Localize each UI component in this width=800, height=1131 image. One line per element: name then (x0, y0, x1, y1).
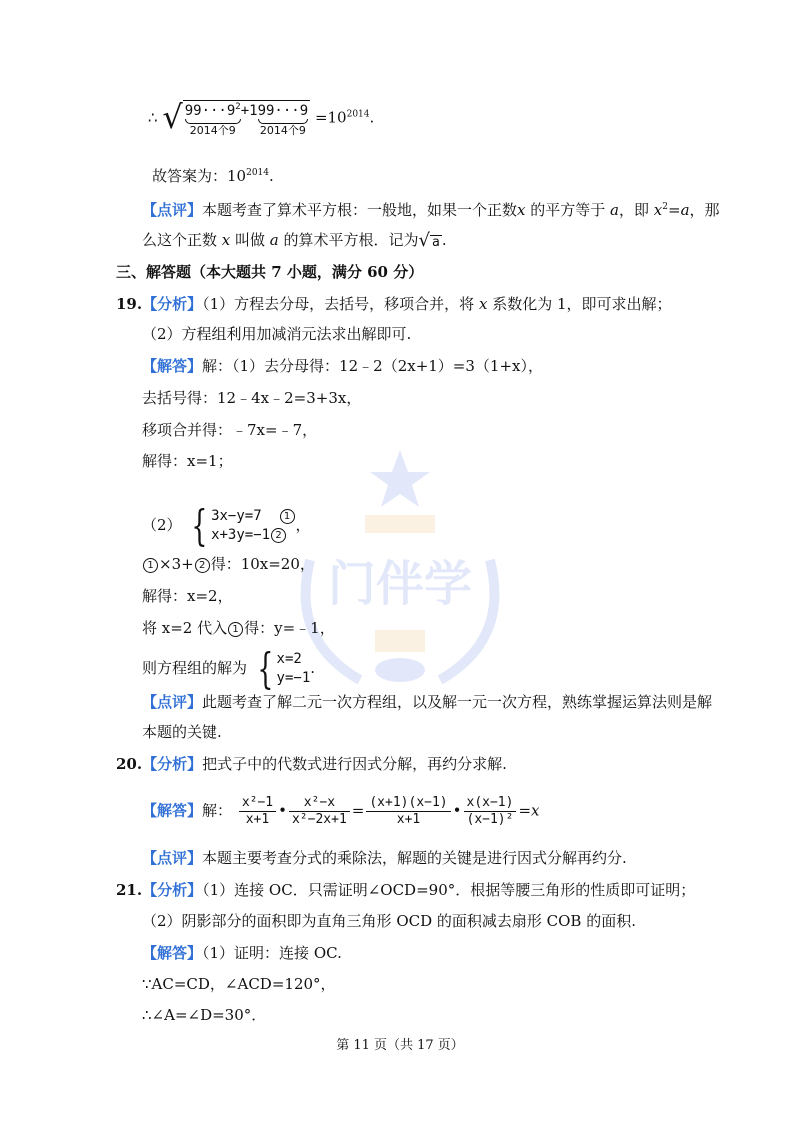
comment-text: 么这个正数 (142, 231, 222, 249)
period: . (441, 231, 447, 249)
nines-b: 99···9 (257, 103, 309, 119)
nines-a: 99···9 (184, 103, 236, 119)
fraction-3 (366, 795, 450, 828)
circled-one: 1 (143, 558, 158, 573)
comment-text: ，即 (619, 201, 654, 219)
q19-solution-line-7 (142, 618, 335, 638)
comment-text: 本题主要考查分式的乘除法，解题的关键是进行因式分解再约分. (202, 849, 627, 867)
comment-text: 此题考查了解二元一次方程组，以及解一元一次方程，熟练掌握运算法则是解 (202, 693, 713, 711)
page-footer: 第 11 页（共 17 页） (336, 1038, 464, 1053)
denominator: x+1 (239, 811, 276, 828)
analysis-text: （1）连接 OC．只需证明∠OCD=90°．根据等腰三角形的性质即可证明； (202, 881, 696, 899)
q19-solution-line-5 (142, 554, 315, 574)
comment-tag: 【点评】 (142, 201, 203, 219)
q19-solution-line-8 (142, 644, 316, 693)
circled-one: 1 (280, 509, 295, 524)
q19-analysis-line-2: （2）方程组利用加减消元法求出解即可. (142, 325, 412, 343)
numerator: x²−1 (241, 795, 274, 810)
solution-y: y=−1 (276, 670, 311, 686)
var-x: x (653, 201, 663, 219)
denominator: x+1 (366, 811, 450, 828)
comment-line-2 (142, 230, 447, 250)
plus-one: +1 (240, 103, 258, 119)
comma: ， (295, 516, 311, 534)
analysis-text: （1）方程去分母，去括号，移项合并，将 (202, 295, 479, 313)
circled-one: 1 (228, 622, 243, 637)
fraction-1 (239, 795, 276, 828)
q19-solution-line-6: 解得：x=2， (142, 587, 233, 605)
square-exp: 2 (662, 202, 668, 212)
result: =x (518, 801, 540, 820)
var-a: a (680, 201, 690, 219)
var-x: x (221, 231, 231, 249)
analysis-tag: 【分析】 (142, 295, 203, 313)
equals: = (667, 201, 681, 219)
square-exp: 2 (235, 102, 241, 112)
exponent: 2014 (346, 109, 370, 120)
therefore-symbol: ∴ (148, 108, 158, 127)
solution-tag: 【解答】 (142, 801, 203, 820)
q19-solution-line-1 (142, 356, 543, 376)
answer-exponent: 2014 (246, 168, 269, 178)
system-eq-2: x+3y=−1 (211, 527, 271, 543)
numerator: x²−x (303, 795, 336, 810)
var-x: x (517, 201, 526, 219)
q21-solution-line-1 (142, 943, 342, 963)
fraction-4 (464, 795, 517, 828)
solution-x: x=2 (276, 651, 302, 667)
watermark-text: 门伴学 (327, 556, 473, 612)
period: . (310, 659, 316, 677)
var-x: x (478, 295, 488, 313)
radicand-a: a (432, 235, 440, 250)
comment-tag: 【点评】 (142, 693, 203, 711)
solution-text: 解： (202, 801, 233, 820)
answer-text: 故答案为：10 (152, 167, 247, 185)
denominator: x²−2x+1 (289, 811, 350, 828)
left-brace: { (257, 644, 274, 693)
solution-text: 解：（1）去分母得：12﹣2（2x+1）=3（1+x）， (202, 357, 543, 375)
comment-text: 本题考查了算术平方根：一般地，如果一个正数 (202, 201, 518, 219)
circled-two: 2 (271, 528, 286, 543)
solution-text: 得：10x=20， (210, 555, 315, 573)
analysis-tag: 【分析】 (142, 755, 203, 773)
comment-text: 的算术平方根．记为 (278, 231, 419, 249)
denominator: (x−1)² (464, 811, 517, 828)
q19-comment-line-1 (142, 692, 712, 712)
nines-b-label: 2014个9 (259, 124, 306, 137)
q20-solution-line (142, 795, 540, 828)
q20-analysis-line (116, 754, 507, 774)
comment-text: 叫做 (230, 231, 270, 249)
numerator: (x+1)(x−1) (369, 795, 448, 810)
analysis-tag: 【分析】 (142, 881, 203, 899)
q21-solution-line-3: ∴∠A=∠D=30°． (142, 1006, 267, 1024)
solution-text: 则方程组的解为 (142, 659, 248, 677)
analysis-text: 把式子中的代数式进行因式分解，再约分求解. (202, 755, 507, 773)
q19-analysis-line-1 (116, 294, 672, 314)
fraction-2 (289, 795, 350, 828)
period: . (369, 108, 375, 127)
comment-line-1 (142, 200, 720, 220)
section-heading: 三、解答题（本大题共 7 小题，满分 60 分） (116, 263, 424, 281)
q19-solution-line-4: 解得：x=1； (142, 452, 233, 470)
numerator: x(x−1) (466, 795, 514, 810)
circled-two: 2 (195, 558, 210, 573)
part-label: （2） (142, 516, 182, 534)
solution-tag: 【解答】 (142, 944, 203, 962)
q19-equation-system (142, 501, 311, 550)
period: . (269, 167, 274, 185)
sqrt-a: √ a (418, 230, 440, 251)
question-number: 19. (116, 295, 143, 313)
answer-line (152, 166, 274, 186)
comment-text: ，那 (689, 201, 720, 219)
system-eq-1: 3x−y=7 (211, 508, 262, 524)
q19-solution-line-3: 移项合并得：﹣7x=﹣7， (142, 421, 318, 439)
nines-a-label: 2014个9 (189, 124, 236, 137)
equals: = (351, 801, 365, 820)
question-number: 21. (116, 881, 143, 899)
q21-analysis-line-2: （2）阴影部分的面积即为直角三角形 OCD 的面积减去扇形 COB 的面积. (142, 912, 636, 930)
analysis-text: 系数化为 1，即可求出解； (487, 295, 672, 313)
sqrt-expression-line (148, 100, 374, 137)
q21-analysis-line-1 (116, 880, 695, 900)
times-dot: • (452, 801, 462, 820)
solution-text: ×3+ (159, 555, 194, 573)
solution-text: 得：y=﹣1， (244, 619, 335, 637)
question-number: 20. (116, 755, 143, 773)
times-dot: • (278, 801, 287, 820)
equals-ten: =10 (314, 108, 347, 127)
comment-text: 的平方等于 (525, 201, 611, 219)
solution-text: 将 x=2 代入 (142, 619, 228, 637)
q19-solution-line-2: 去括号得：12﹣4x﹣2=3+3x， (142, 389, 362, 407)
comment-tag: 【点评】 (142, 849, 203, 867)
q21-solution-line-2: ∵AC=CD，∠ACD=120°， (142, 975, 336, 993)
q20-comment-line (142, 848, 627, 868)
sqrt-expression: √ $99\cdot\cdot\cdot 9^2$ 2014个9 +1 99···9 2014个9 (162, 98, 309, 137)
solution-text: （1）证明：连接 OC. (202, 944, 342, 962)
q19-comment-line-2: 本题的关键. (142, 723, 222, 741)
solution-tag: 【解答】 (142, 357, 203, 375)
left-brace: { (191, 501, 208, 550)
var-a: a (610, 201, 619, 219)
var-a: a (269, 231, 279, 249)
